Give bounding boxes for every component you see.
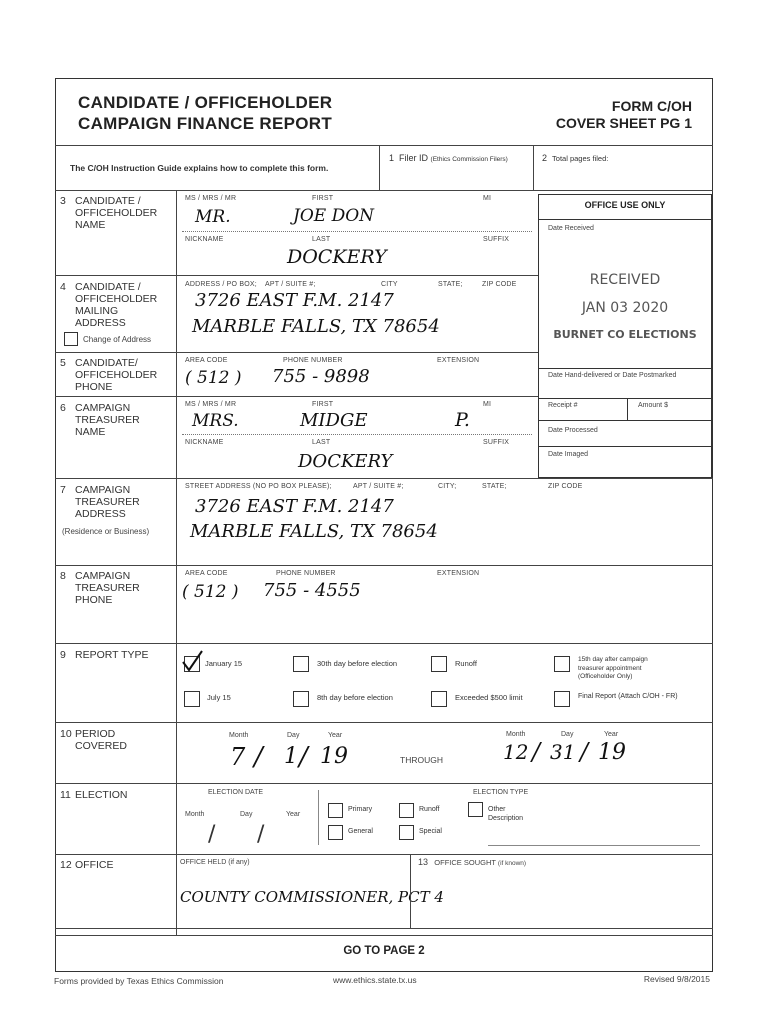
period-to-year-value[interactable]: 19 [598, 740, 626, 765]
sec3-label [60, 195, 157, 231]
stamp-office: BURNET CO ELECTIONS [553, 328, 697, 341]
election-month-label: Month [185, 811, 205, 818]
sec10-number: 10 [60, 728, 72, 740]
sec13-number: 13 [418, 857, 429, 867]
election-day-label: Day [240, 811, 253, 818]
election-other-line: Other [488, 806, 506, 813]
election-primary-label: Primary [348, 806, 373, 813]
divider [538, 398, 712, 399]
election-other-line: Description [488, 815, 524, 822]
sec3-prefix-value[interactable]: MR. [195, 207, 231, 227]
report-type-30th-day-label: 30th day before election [317, 659, 398, 668]
divider [55, 352, 538, 353]
receipt-label: Receipt # [548, 402, 578, 409]
sec3-first-value[interactable]: JOE DON [293, 206, 375, 226]
period-from-month-value[interactable]: 7 [230, 743, 246, 771]
sec4-number: 4 [60, 281, 66, 293]
form-title-line2: CAMPAIGN FINANCE REPORT [78, 114, 333, 133]
sec8-label [60, 570, 140, 606]
sec8-phone-value[interactable]: 755 - 4555 [263, 580, 361, 601]
change-of-address-checkbox[interactable] [64, 332, 78, 346]
total-pages-title: Total pages filed: [552, 154, 609, 163]
sec3-ms-label: MS / MRS / MR [185, 195, 237, 202]
office-sought-note: (if known) [497, 860, 527, 867]
sec6-label [60, 402, 140, 438]
sec5-phone-value[interactable]: 755 - 9898 [272, 366, 370, 387]
election-date-slash-1: / [208, 822, 216, 847]
sec6-last-value[interactable]: DOCKERY [298, 451, 393, 472]
period-to-day-label: Day [561, 731, 574, 738]
filer-id-note: (Ethics Commission Filers) [430, 156, 508, 163]
sec6-last-label: LAST [312, 439, 331, 446]
form-sheet-label: COVER SHEET PG 1 [555, 115, 692, 131]
sec6-suffix-label: SUFFIX [483, 439, 510, 446]
election-general-checkbox[interactable] [328, 825, 343, 840]
report-type-15th-day-checkbox[interactable] [554, 656, 570, 672]
sec7-address-line1[interactable]: 3726 EAST F.M. 2147 [195, 496, 394, 517]
sec4-label-line: MAILING [75, 305, 119, 317]
sec7-label-line: ADDRESS [75, 508, 126, 520]
period-to-day-value[interactable]: 31 [550, 740, 576, 764]
sec3-label-line: OFFICEHOLDER [75, 207, 158, 219]
divider [55, 854, 713, 855]
sec7-street-label: STREET ADDRESS (NO PO BOX PLEASE); [185, 483, 332, 490]
divider [538, 219, 712, 220]
sec11-label-text: ELECTION [75, 789, 128, 801]
sec4-label [60, 281, 157, 329]
period-from-year-value[interactable]: 19 [320, 744, 348, 769]
total-pages-input[interactable] [542, 165, 702, 183]
report-type-july-15-checkbox[interactable] [184, 691, 200, 707]
sec9-label-text: REPORT TYPE [75, 649, 149, 661]
sec6-nickname-label: NICKNAME [185, 439, 224, 446]
amount-label: Amount $ [638, 402, 668, 409]
divider [538, 368, 712, 369]
sec3-last-value[interactable]: DOCKERY [287, 246, 387, 268]
date-imaged-label: Date Imaged [548, 451, 589, 458]
sec7-label [60, 484, 140, 520]
report-type-30th-day-checkbox[interactable] [293, 656, 309, 672]
sec3-first-label: FIRST [312, 195, 334, 202]
divider [55, 643, 713, 644]
sec12-label-text: OFFICE [75, 859, 114, 871]
office-sought-title: OFFICE SOUGHT [434, 858, 496, 867]
report-type-15th-day-line: 15th day after campaign [578, 656, 648, 663]
election-special-checkbox[interactable] [399, 825, 414, 840]
sec4-address-line1[interactable]: 3726 EAST F.M. 2147 [195, 290, 394, 311]
divider [410, 854, 411, 928]
sec5-label-line: CANDIDATE/ [75, 357, 138, 369]
sec7-address-line2[interactable]: MARBLE FALLS, TX 78654 [190, 521, 438, 542]
sec11-label [60, 789, 128, 801]
sec8-label-line: PHONE [75, 594, 113, 606]
divider [55, 275, 538, 276]
sec8-number: 8 [60, 570, 66, 582]
sec7-label-line: CAMPAIGN [75, 484, 131, 496]
sec6-ms-label: MS / MRS / MR [185, 401, 237, 408]
filer-id-title: Filer ID [399, 153, 429, 163]
sec6-number: 6 [60, 402, 66, 414]
sec4-label-line: CANDIDATE / [75, 281, 141, 293]
sec8-label-line: CAMPAIGN [75, 570, 131, 582]
period-to-year-label: Year [604, 731, 619, 738]
sec8-area-label: AREA CODE [185, 570, 228, 577]
divider [55, 928, 713, 929]
sec8-phone-label: PHONE NUMBER [276, 570, 336, 577]
election-year-label: Year [286, 811, 301, 818]
sec6-label-line: CAMPAIGN [75, 402, 131, 414]
field-1-number: 1 [389, 153, 395, 163]
checkmark-icon [180, 649, 204, 673]
sec5-area-label: AREA CODE [185, 357, 228, 364]
sec12-number: 12 [60, 859, 72, 871]
period-from-month-label: Month [229, 732, 249, 739]
sec3-mi-label: MI [483, 195, 492, 202]
sec4-label-line: OFFICEHOLDER [75, 293, 158, 305]
header-divider [55, 145, 713, 146]
report-type-8th-day-checkbox[interactable] [293, 691, 309, 707]
divider [55, 935, 713, 936]
period-from-year-label: Year [328, 732, 343, 739]
instruction-text: The C/OH Instruction Guide explains how to complete this form. [70, 163, 329, 173]
report-type-january-15-label: January 15 [205, 659, 243, 668]
sec7-number: 7 [60, 484, 66, 496]
divider [55, 190, 713, 191]
sec5-label [60, 357, 157, 393]
election-date-label: ELECTION DATE [208, 789, 264, 796]
report-type-15th-day-label [578, 656, 648, 682]
sec7-label-line: TREASURER [75, 496, 140, 508]
divider [55, 783, 713, 784]
footer-revised: Revised 9/8/2015 [643, 974, 710, 984]
report-type-runoff-label: Runoff [455, 659, 477, 668]
sec8-area-value[interactable]: ( 512 ) [182, 582, 239, 602]
period-to-month-value[interactable]: 12 [503, 740, 529, 764]
period-to-slash-2: / [580, 738, 589, 766]
office-held-label: OFFICE HELD (if any) [180, 859, 250, 866]
election-general-label: General [348, 828, 373, 835]
report-type-runoff-checkbox[interactable] [431, 656, 447, 672]
sec5-label-line: OFFICEHOLDER [75, 369, 158, 381]
sec4-address-line2[interactable]: MARBLE FALLS, TX 78654 [192, 316, 440, 337]
office-sought-input[interactable] [418, 872, 703, 922]
sec3-last-label: LAST [312, 236, 331, 243]
election-type-label: ELECTION TYPE [473, 789, 529, 796]
office-sought-label [418, 857, 526, 867]
sec4-address-label: ADDRESS / PO BOX; [185, 281, 257, 288]
sec9-label [60, 649, 149, 661]
sec5-number: 5 [60, 357, 66, 369]
sec10-label [60, 728, 127, 752]
stamp-received: RECEIVED [589, 272, 661, 288]
election-runoff-label: Runoff [419, 806, 440, 813]
report-type-july-15-label: July 15 [207, 693, 231, 702]
field-2-number: 2 [542, 153, 548, 163]
report-type-final-checkbox[interactable] [554, 691, 570, 707]
divider [318, 790, 319, 845]
divider [379, 145, 380, 190]
report-type-15th-day-line: treasurer appointment [578, 664, 642, 672]
report-type-8th-day-label: 8th day before election [317, 693, 393, 702]
report-type-final-label: Final Report (Attach C/OH - FR) [578, 693, 678, 700]
sec7-zip-label: ZIP CODE [548, 483, 583, 490]
date-received-label: Date Received [548, 225, 594, 232]
filer-id-input[interactable] [389, 165, 527, 183]
sec3-label-line: NAME [75, 219, 106, 231]
period-through-label: THROUGH [400, 755, 443, 765]
footer-provider: Forms provided by Texas Ethics Commission [54, 976, 224, 986]
footer-url: www.ethics.state.tx.us [333, 975, 417, 985]
divider [538, 420, 712, 421]
divider [538, 446, 712, 447]
election-other-checkbox[interactable] [468, 802, 483, 817]
election-special-label: Special [419, 828, 442, 835]
election-date-slash-2: / [257, 822, 265, 847]
report-type-exceeded-limit-label: Exceeded $500 limit [455, 693, 523, 702]
divider [55, 565, 713, 566]
divider [182, 231, 532, 232]
sec5-label-line: PHONE [75, 381, 113, 393]
stamp-date: JAN 03 2020 [581, 300, 669, 316]
sec4-city-label: CITY [381, 281, 398, 288]
election-runoff-checkbox[interactable] [399, 803, 414, 818]
sec7-state-label: STATE; [482, 483, 507, 490]
sec3-suffix-label: SUFFIX [483, 236, 510, 243]
label-column-divider [176, 190, 177, 936]
period-from-slash-2: / [299, 742, 308, 772]
sec4-apt-label: APT / SUITE #; [265, 281, 316, 288]
total-pages-label [542, 152, 608, 165]
sec5-extension-label: EXTENSION [437, 357, 480, 364]
sec6-prefix-value[interactable]: MRS. [192, 411, 239, 431]
divider [55, 396, 538, 397]
sec4-label-line: ADDRESS [75, 317, 126, 329]
sec5-phone-label: PHONE NUMBER [283, 357, 343, 364]
divider [55, 478, 713, 479]
form-code: FORM C/OH [611, 98, 692, 114]
sec3-label-line: CANDIDATE / [75, 195, 141, 207]
divider [55, 722, 713, 723]
go-to-page-2: GO TO PAGE 2 [343, 945, 425, 957]
sec11-number: 11 [60, 789, 71, 801]
sec5-area-value[interactable]: ( 512 ) [185, 368, 242, 388]
sec4-zip-label: ZIP CODE [482, 281, 517, 288]
divider [627, 398, 628, 420]
sec7-apt-label: APT / SUITE #; [353, 483, 404, 490]
sec8-label-line: TREASURER [75, 582, 140, 594]
sec9-number: 9 [60, 649, 66, 661]
period-from-day-label: Day [287, 732, 300, 739]
sec6-label-line: NAME [75, 426, 106, 438]
sec6-mi-label: MI [483, 401, 492, 408]
period-from-day-value[interactable]: 1 [284, 744, 298, 769]
report-type-15th-day-line: (Officeholder Only) [578, 673, 633, 680]
sec10-label-line: COVERED [75, 740, 127, 752]
sec4-state-label: STATE; [438, 281, 463, 288]
report-type-exceeded-limit-checkbox[interactable] [431, 691, 447, 707]
office-held-value[interactable]: COUNTY COMMISSIONER, PCT 4 [180, 888, 444, 906]
sec6-first-label: FIRST [312, 401, 334, 408]
change-of-address-label: Change of Address [83, 335, 152, 344]
period-from-slash-1: / [254, 742, 263, 772]
sec6-first-value[interactable]: MIDGE [300, 410, 368, 431]
election-primary-checkbox[interactable] [328, 803, 343, 818]
period-to-slash-1: / [532, 738, 541, 766]
filer-id-label [389, 152, 508, 166]
election-other-label [488, 805, 523, 823]
sec6-label-line: TREASURER [75, 414, 140, 426]
date-processed-label: Date Processed [548, 427, 598, 434]
office-use-title: OFFICE USE ONLY [584, 200, 666, 210]
sec7-city-label: CITY; [438, 483, 457, 490]
sec3-number: 3 [60, 195, 66, 207]
divider [533, 145, 534, 190]
divider [182, 434, 532, 435]
hand-delivered-label: Date Hand-delivered or Date Postmarked [548, 372, 677, 379]
period-to-month-label: Month [506, 731, 526, 738]
sec12-label [60, 859, 114, 871]
sec7-residence-label: (Residence or Business) [62, 527, 150, 536]
form-title-line1: CANDIDATE / OFFICEHOLDER [78, 93, 333, 112]
election-other-description-line[interactable] [488, 845, 700, 846]
sec6-mi-value[interactable]: P. [455, 409, 470, 431]
sec3-nickname-label: NICKNAME [185, 236, 224, 243]
sec10-label-line: PERIOD [75, 728, 116, 740]
sec8-extension-label: EXTENSION [437, 570, 480, 577]
